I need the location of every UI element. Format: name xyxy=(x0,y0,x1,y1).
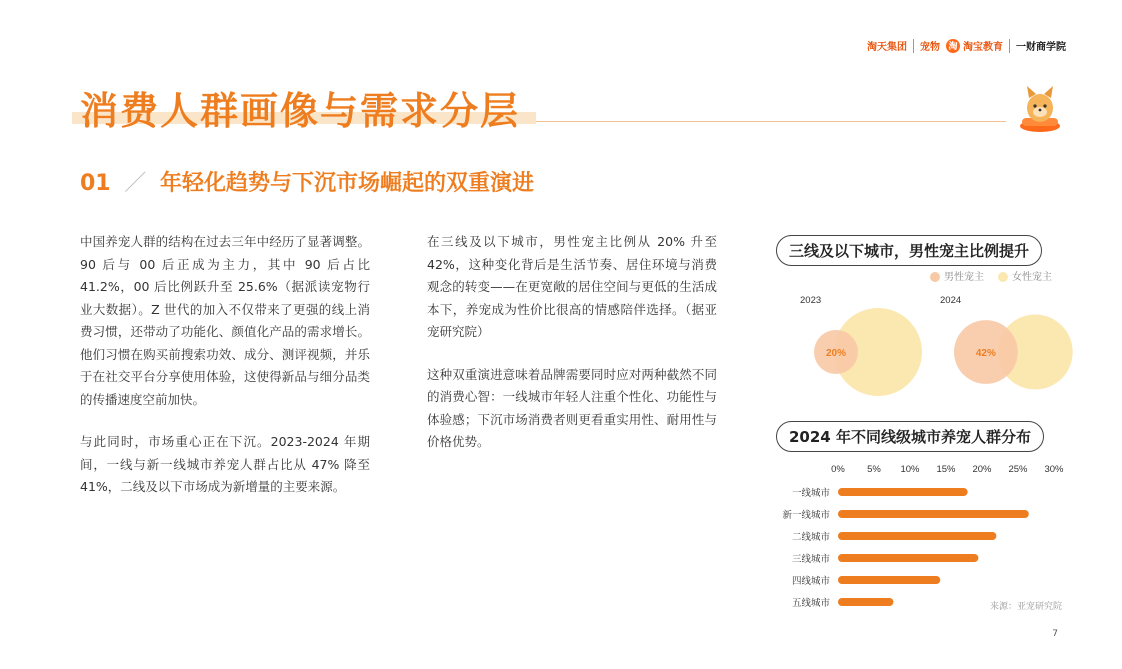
x-tick-label: 30% xyxy=(1044,464,1064,475)
logo-divider xyxy=(1009,39,1010,53)
legend-male xyxy=(930,268,984,283)
bar xyxy=(838,532,996,540)
chart2-title: 2024 年不同线级城市养宠人群分布 xyxy=(776,421,1044,452)
x-tick-label: 0% xyxy=(831,464,845,475)
text-column-1 xyxy=(80,231,370,519)
category-label: 新一线城市 xyxy=(782,510,830,521)
male-swatch xyxy=(930,272,940,282)
legend-female-label: 女性宠主 xyxy=(1012,272,1052,283)
bar xyxy=(838,554,978,562)
paragraph: 与此同时，市场重心正在下沉。2023-2024 年期间，一线与新一线城市养宠人群占比从 47% 降至 41%，二线及以下市场成为新增量的主要来源。 xyxy=(80,434,370,494)
x-tick-label: 10% xyxy=(900,464,920,475)
x-tick-label: 15% xyxy=(936,464,956,475)
page-title: 消费人群画像与需求分层 xyxy=(80,89,521,133)
year-label: 2023 xyxy=(800,295,822,306)
category-label: 五线城市 xyxy=(791,598,830,609)
bar xyxy=(838,510,1029,518)
legend-male-label: 男性宠主 xyxy=(944,272,984,283)
text-column-2 xyxy=(427,231,717,474)
pet-logo: 宠物 xyxy=(920,42,940,53)
category-label: 四线城市 xyxy=(791,576,830,587)
taotian-logo: 淘天集团 xyxy=(867,42,907,53)
year-label: 2024 xyxy=(940,295,962,306)
title-underline xyxy=(536,121,1006,122)
logo-divider xyxy=(913,39,914,53)
female-swatch xyxy=(998,272,1008,282)
male-value-label: 20% xyxy=(825,348,847,359)
legend-female xyxy=(998,268,1052,283)
category-label: 一线城市 xyxy=(791,488,830,499)
section-subtitle xyxy=(80,166,534,197)
x-tick-label: 20% xyxy=(972,464,992,475)
taobao-edu-text: 淘宝教育 xyxy=(963,42,1003,53)
section-slash: ／ xyxy=(124,171,147,196)
section-number: 01 xyxy=(80,171,111,196)
bar xyxy=(838,598,893,606)
paragraph: 中国养宠人群的结构在过去三年中经历了显著调整。90 后与 00 后正成为主力，其中 90 后占比 41.2%，00 后比例跃升至 25.6%（据派读宠物行业大数据）。Z 世代的加入不仅带来了更强的线上消费习惯，还带动了功能化、颜值化产品的需求增长。他们习惯在购买前搜索功效、成分、测评视频，并乐于在社交平台分享使用体验，这使得新品与细分品类的传播速度空前加快。 xyxy=(80,234,370,407)
chart1-legend xyxy=(930,268,1052,283)
dog-mascot-icon xyxy=(1014,82,1066,134)
source-note: 来源：亚宠研究院 xyxy=(989,602,1062,612)
x-tick-label: 25% xyxy=(1008,464,1028,475)
taobao-edu-logo xyxy=(946,38,1003,53)
bar xyxy=(838,576,940,584)
bubble-chart xyxy=(780,285,1080,405)
bar xyxy=(838,488,968,496)
bar-chart xyxy=(760,460,1070,620)
paragraph: 这种双重演进意味着品牌需要同时应对两种截然不同的消费心智：一线城市年轻人注重个性化、功能性与体验感；下沉市场消费者则更看重实用性、耐用性与价格优势。 xyxy=(427,366,717,449)
x-tick-label: 5% xyxy=(867,464,881,475)
yicai-logo: 一财商学院 xyxy=(1016,42,1066,53)
section-heading: 年轻化趋势与下沉市场崛起的双重演进 xyxy=(159,171,534,196)
page-number: 7 xyxy=(1052,629,1058,639)
category-label: 三线城市 xyxy=(791,554,830,565)
paragraph: 在三线及以下城市，男性宠主比例从 20% 升至 42%，这种变化背后是生活节奏、居住环境与消费观念的转变——在更宽敞的居住空间与更低的生活成本下，养宠成为性价比很高的情感陪伴选择。（据亚宠研究院） xyxy=(427,234,717,339)
chart1-title: 三线及以下城市，男性宠主比例提升 xyxy=(776,235,1042,266)
taobao-circle-icon: 淘 xyxy=(946,39,960,53)
category-label: 二线城市 xyxy=(791,532,830,543)
partner-logos xyxy=(867,38,1066,53)
male-value-label: 42% xyxy=(975,348,996,359)
